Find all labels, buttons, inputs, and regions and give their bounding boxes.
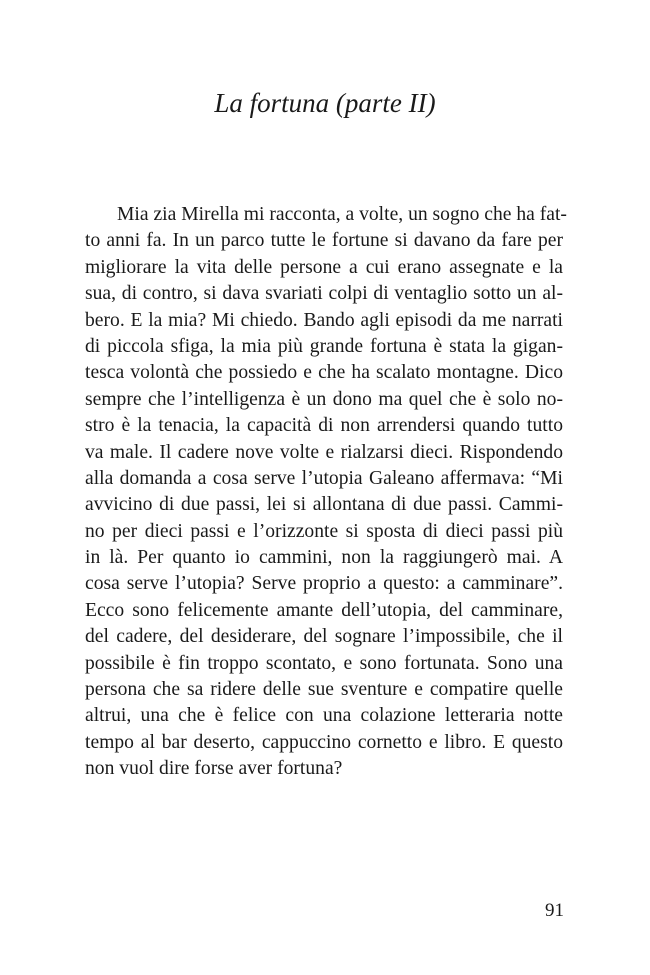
text-line: di piccola sfiga, la mia più grande fortuna è stata la gigan- [85, 335, 563, 357]
text-line: no per dieci passi e l’orizzonte si sposta di dieci passi più [85, 520, 563, 542]
chapter-title: La fortuna (parte II) [214, 88, 436, 118]
text-line: del cadere, del desiderare, del sognare l’impossibile, che il [85, 626, 563, 648]
text-line: to anni fa. In un parco tutte le fortune si davano da fare per [85, 230, 563, 252]
text-line: tesca volontà che possiedo e che ha scalato montagne. Dico [85, 362, 563, 384]
page-number: 91 [545, 900, 564, 921]
text-line: non vuol dire forse aver fortuna? [85, 758, 343, 780]
text-line: cosa serve l’utopia? Serve proprio a questo: a camminare”. [85, 573, 563, 595]
text-line: tempo al bar deserto, cappuccino cornetto e libro. E questo [85, 731, 563, 753]
text-line: Mia zia Mirella mi racconta, a volte, un sogno che ha fat- [117, 204, 567, 225]
text-line: va male. Il cadere nove volte e rialzarsi dieci. Rispondendo [85, 441, 563, 463]
text-line: persona che sa ridere delle sue sventure e compatire quelle [85, 679, 563, 701]
text-line: sua, di contro, si dava svariati colpi di ventaglio sotto un al- [85, 283, 563, 305]
text-line: stro è la tenacia, la capacità di non arrendersi quando tutto [85, 415, 563, 437]
text-line: in là. Per quanto io cammini, non la raggiungerò mai. A [85, 547, 563, 569]
text-line: possibile è fin troppo scontato, e sono fortunata. Sono una [85, 652, 563, 674]
text-line: migliorare la vita delle persone a cui erano assegnate e la [85, 256, 563, 278]
text-line: Ecco sono felicemente amante dell’utopia, del camminare, [85, 599, 563, 621]
body-paragraph [85, 202, 567, 783]
text-line: altrui, una che è felice con una colazione letteraria notte [85, 705, 563, 727]
text-line: avvicino di due passi, lei si allontana di due passi. Cammi- [85, 494, 563, 516]
text-line: alla domanda a cosa serve l’utopia Galeano affermava: “Mi [85, 467, 563, 489]
text-line: bero. E la mia? Mi chiedo. Bando agli episodi da me narrati [85, 309, 563, 331]
text-line: sempre che l’intelligenza è un dono ma quel che è solo no- [85, 388, 563, 410]
